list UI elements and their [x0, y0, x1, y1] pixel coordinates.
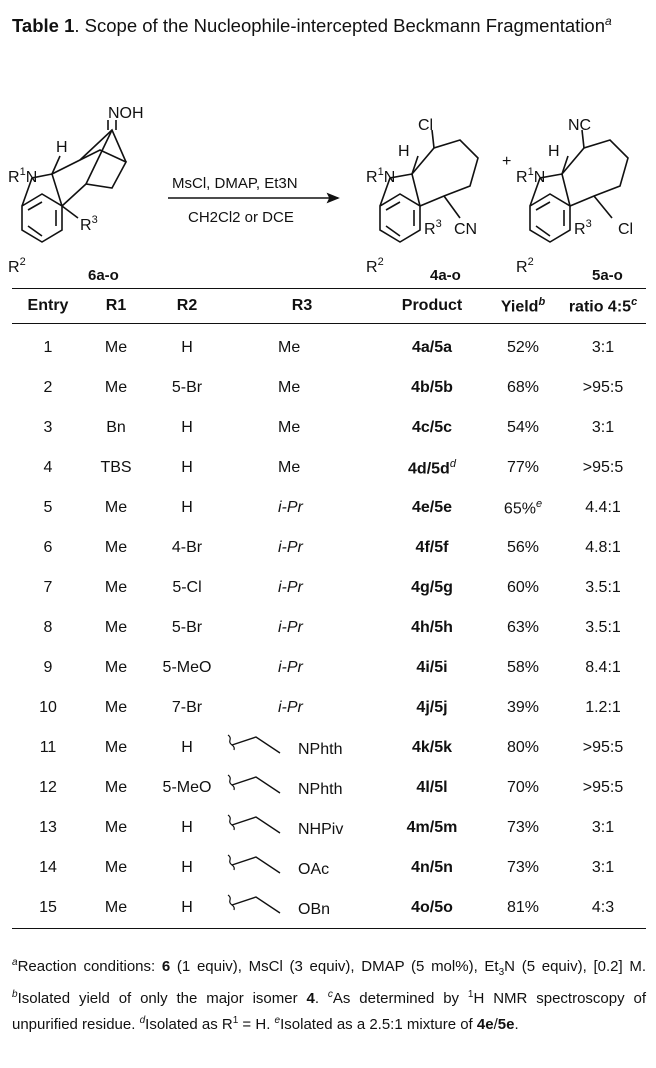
r3-value: i-Pr [278, 619, 303, 636]
table-row [12, 888, 646, 929]
cell-product [378, 488, 486, 528]
table-footnotes [12, 952, 646, 1036]
cell-entry: 13 [39, 819, 57, 836]
scheme-r3-p1: $R^3$ [424, 218, 442, 238]
yield-value: 70% [506, 779, 540, 796]
cell-r2: 7-Br [171, 699, 203, 716]
header-product: Product [378, 289, 486, 324]
cell-product [378, 728, 486, 768]
cell-yield [486, 324, 560, 369]
yield-value: 60% [506, 579, 540, 596]
scheme-plus: + [502, 153, 512, 170]
cell-ratio: 4.8:1 [585, 539, 621, 556]
cell-r1: Me [104, 779, 128, 796]
cell-yield [486, 448, 560, 488]
r3-substituent [226, 731, 342, 761]
cell-r1: Me [104, 819, 128, 836]
starting-material-structure [22, 120, 126, 242]
product-value: 4m/5m [406, 819, 458, 836]
cell-yield [486, 528, 560, 568]
cell-yield [486, 648, 560, 688]
yield-value: 56% [506, 539, 540, 556]
table-row [12, 408, 646, 448]
table-row [12, 448, 646, 488]
cell-r3 [226, 568, 378, 608]
r3-value: Me [278, 459, 301, 476]
scheme-r1-p1: $R^1N$ [366, 166, 396, 186]
yield-value: 81% [506, 899, 540, 916]
cell-r1: Bn [106, 419, 126, 436]
product-value: 4n/5n [411, 859, 453, 876]
cell-r3 [226, 528, 378, 568]
yield-value: 63% [506, 619, 540, 636]
product-value: 4j/5j [416, 699, 448, 716]
product-value: 4a/5a [411, 339, 453, 356]
cell-ratio: 3:1 [591, 819, 615, 836]
cell-yield [486, 848, 560, 888]
scheme-r2-p1: $R^2$ [366, 256, 384, 276]
cell-product [378, 608, 486, 648]
product2-label: 5a-o [592, 267, 623, 284]
cell-r3 [226, 324, 378, 369]
cell-product [378, 408, 486, 448]
cell-yield [486, 728, 560, 768]
scheme-noh: NOH [108, 105, 144, 122]
cell-yield [486, 688, 560, 728]
cell-r3 [226, 688, 378, 728]
header-entry: Entry [12, 289, 84, 324]
cell-entry: 15 [12, 888, 84, 929]
r3-value: i-Pr [278, 579, 303, 596]
r3-substituent [226, 891, 330, 921]
cell-ratio: >95:5 [582, 739, 624, 756]
yield-value: 39% [506, 699, 540, 716]
caption-text: . Scope of the Nucleophile-intercepted Beckmann Fragmentation [74, 15, 606, 37]
cell-product [378, 768, 486, 808]
yield-value: 80% [506, 739, 540, 756]
yield-value: 77% [506, 459, 540, 476]
cell-r3 [226, 728, 378, 768]
reaction-scheme [8, 100, 648, 288]
cell-entry: 6 [43, 539, 53, 556]
footnote-b: $^b$Isolated yield of only the major isomer 4. [12, 989, 319, 1007]
r3-value: i-Pr [278, 539, 303, 556]
cell-r2: H [181, 499, 193, 516]
cell-product [378, 568, 486, 608]
cell-r2: H [181, 459, 193, 476]
start-label: 6a-o [88, 267, 119, 284]
yield-value: 58% [506, 659, 540, 676]
table-row [12, 488, 646, 528]
cell-r3 [226, 608, 378, 648]
cell-r1: Me [104, 619, 128, 636]
cell-r1: TBS [100, 459, 132, 476]
cell-entry: 2 [43, 379, 53, 396]
product-marker: d [449, 457, 456, 470]
reagents-bottom: CH2Cl2 or DCE [188, 209, 294, 226]
product-value: 4c/5c [411, 419, 453, 436]
product-value: 4i/5i [416, 659, 448, 676]
r3-value: Me [278, 419, 301, 436]
cell-r1: Me [104, 579, 128, 596]
table-caption [12, 8, 646, 39]
cell-yield [486, 768, 560, 808]
scheme-cl-p1: Cl [418, 117, 434, 134]
table-row [12, 608, 646, 648]
table-header-row [12, 289, 646, 324]
cell-ratio: 4:3 [560, 888, 646, 929]
cell-yield [486, 888, 560, 929]
alkyl-chain-icon [226, 771, 300, 801]
r3-value: i-Pr [278, 499, 303, 516]
table-body [12, 324, 646, 929]
cell-ratio: 3:1 [591, 339, 615, 356]
cell-r3 [226, 848, 378, 888]
r3-value: Me [278, 379, 301, 396]
yield-value: 73% [506, 859, 540, 876]
scope-table [12, 288, 646, 929]
scheme-r3-p2: $R^3$ [574, 218, 592, 238]
reaction-arrow [168, 194, 338, 202]
cell-ratio: 3.5:1 [585, 619, 621, 636]
cell-r2: 5-Br [171, 619, 203, 636]
cell-ratio: 1.2:1 [585, 699, 621, 716]
table-row [12, 568, 646, 608]
cell-r1: Me [104, 659, 128, 676]
cell-yield [486, 488, 560, 528]
cell-r1: Me [104, 339, 128, 356]
product-value: 4e/5e [411, 499, 453, 516]
scheme-h-p2: H [548, 143, 560, 160]
table-row [12, 688, 646, 728]
yield-value: 54% [506, 419, 540, 436]
product-value: 4d/5d [408, 460, 450, 478]
cell-product [378, 808, 486, 848]
cell-entry: 11 [39, 739, 57, 756]
cell-r1: Me [104, 859, 128, 876]
header-r3: R3 [226, 289, 378, 324]
yield-value: 73% [506, 819, 540, 836]
table-row [12, 768, 646, 808]
scheme-r3-start: $R^3$ [80, 214, 98, 234]
scheme-cn-p1: CN [454, 221, 478, 238]
r3-terminal-group: NHPiv [298, 820, 344, 838]
r3-terminal-group: OAc [298, 860, 330, 878]
cell-yield [486, 368, 560, 408]
cell-yield [486, 568, 560, 608]
product-value: 4h/5h [411, 619, 453, 636]
r3-value: i-Pr [278, 659, 303, 676]
alkyl-chain-icon [226, 851, 300, 881]
cell-r2: H [181, 739, 193, 756]
yield-marker: e [535, 497, 543, 510]
cell-r2: 5-MeO [162, 779, 212, 796]
cell-ratio: >95:5 [582, 779, 624, 796]
cell-r3 [226, 808, 378, 848]
table-row [12, 368, 646, 408]
cell-ratio: 3.5:1 [585, 579, 621, 596]
alkyl-chain-icon [226, 811, 300, 841]
header-r1: R1 [84, 289, 148, 324]
cell-r1: Me [104, 499, 128, 516]
header-r2: R2 [148, 289, 226, 324]
cell-r1: Me [104, 699, 128, 716]
scheme-cl-p2: Cl [618, 221, 634, 238]
table-row [12, 648, 646, 688]
table-row [12, 528, 646, 568]
r3-substituent [226, 811, 343, 841]
cell-r2: H [181, 339, 193, 356]
product1-label: 4a-o [430, 267, 461, 284]
r3-value: i-Pr [278, 699, 303, 716]
cell-r1: Me [104, 379, 128, 396]
scheme-r2-p2: $R^2$ [516, 256, 534, 276]
cell-r3 [226, 768, 378, 808]
product-value: 4o/5o [411, 899, 453, 916]
product-value: 4k/5k [411, 739, 453, 756]
r3-substituent [226, 851, 329, 881]
cell-entry: 1 [43, 339, 53, 356]
cell-ratio: >95:5 [582, 379, 624, 396]
cell-entry: 3 [43, 419, 53, 436]
scheme-h-p1: H [398, 143, 410, 160]
r3-substituent [226, 771, 342, 801]
caption-label: Table 1 [12, 15, 75, 37]
cell-ratio: >95:5 [582, 459, 624, 476]
footnote-e: $^e$Isolated as a 2.5:1 mixture of 4e/5e. [274, 1015, 519, 1033]
scheme-r2-start: $R^2$ [8, 256, 26, 276]
table-row [12, 808, 646, 848]
cell-ratio: 3:1 [591, 859, 615, 876]
yield-value: 65% [503, 500, 536, 518]
cell-entry: 14 [39, 859, 57, 876]
cell-product [378, 688, 486, 728]
cell-r2: H [181, 859, 193, 876]
cell-ratio: 3:1 [591, 419, 615, 436]
product-value: 4f/5f [415, 539, 449, 556]
yield-value: 68% [506, 379, 540, 396]
cell-product [378, 848, 486, 888]
footnote-a: $^a$Reaction conditions: 6 (1 equiv), MsCl (3 equiv), DMAP (5 mol%), $Et_3N$ (5 equiv), [0.2] M. [12, 957, 646, 978]
cell-r3 [226, 408, 378, 448]
header-ratio: ratio 4:5$^c$ [560, 289, 646, 324]
scheme-r1-p2: $R^1N$ [516, 166, 546, 186]
cell-r3 [226, 368, 378, 408]
cell-r2: 4-Br [171, 539, 203, 556]
caption-marker: a [605, 14, 612, 28]
cell-r3 [226, 888, 378, 929]
product-value: 4b/5b [411, 379, 453, 396]
scheme-r1-start: $R^1N$ [8, 166, 38, 186]
footnote-d: $^d$Isolated as $R^1 = H$. [139, 1015, 271, 1033]
cell-r2: H [148, 888, 226, 929]
reagents-top: MsCl, DMAP, Et3N [172, 175, 298, 192]
cell-r1: Me [104, 739, 128, 756]
cell-product [378, 888, 486, 929]
header-yield: Yield$^b$ [486, 289, 560, 324]
alkyl-chain-icon [226, 731, 300, 761]
cell-r3 [226, 488, 378, 528]
cell-entry: 12 [39, 779, 57, 796]
r3-terminal-group: NPhth [298, 780, 343, 798]
footnote-c: $^c$As determined by $^1$H NMR spectroscopy of unpurified residue. [12, 989, 646, 1033]
cell-r2: 5-MeO [162, 659, 212, 676]
scheme-h-start: H [56, 139, 68, 156]
cell-r2: 5-Cl [172, 579, 202, 596]
cell-entry: 5 [43, 499, 53, 516]
cell-product [378, 448, 486, 488]
r3-terminal-group: NPhth [298, 740, 343, 758]
cell-product [378, 528, 486, 568]
cell-entry: 9 [43, 659, 53, 676]
cell-ratio: 8.4:1 [585, 659, 621, 676]
cell-entry: 8 [43, 619, 53, 636]
cell-entry: 10 [39, 699, 57, 716]
r3-terminal-group: OBn [298, 900, 331, 918]
table-row [12, 324, 646, 369]
cell-r2: H [181, 819, 193, 836]
scheme-nc-p2: NC [568, 117, 592, 134]
r3-value: Me [278, 339, 301, 356]
alkyl-chain-icon [226, 891, 300, 921]
product-value: 4g/5g [411, 579, 453, 596]
cell-ratio: 4.4:1 [585, 499, 621, 516]
cell-r1: Me [104, 539, 128, 556]
cell-product [378, 324, 486, 369]
cell-entry: 4 [43, 459, 53, 476]
cell-r3 [226, 648, 378, 688]
cell-yield [486, 408, 560, 448]
cell-yield [486, 608, 560, 648]
cell-r2: 5-Br [171, 379, 203, 396]
cell-yield [486, 808, 560, 848]
table-row [12, 848, 646, 888]
yield-value: 52% [506, 339, 540, 356]
product-value: 4l/5l [416, 779, 448, 796]
cell-product [378, 648, 486, 688]
cell-entry: 7 [43, 579, 53, 596]
cell-r3 [226, 448, 378, 488]
cell-r1: Me [84, 888, 148, 929]
cell-r2: H [181, 419, 193, 436]
cell-product [378, 368, 486, 408]
table-row [12, 728, 646, 768]
